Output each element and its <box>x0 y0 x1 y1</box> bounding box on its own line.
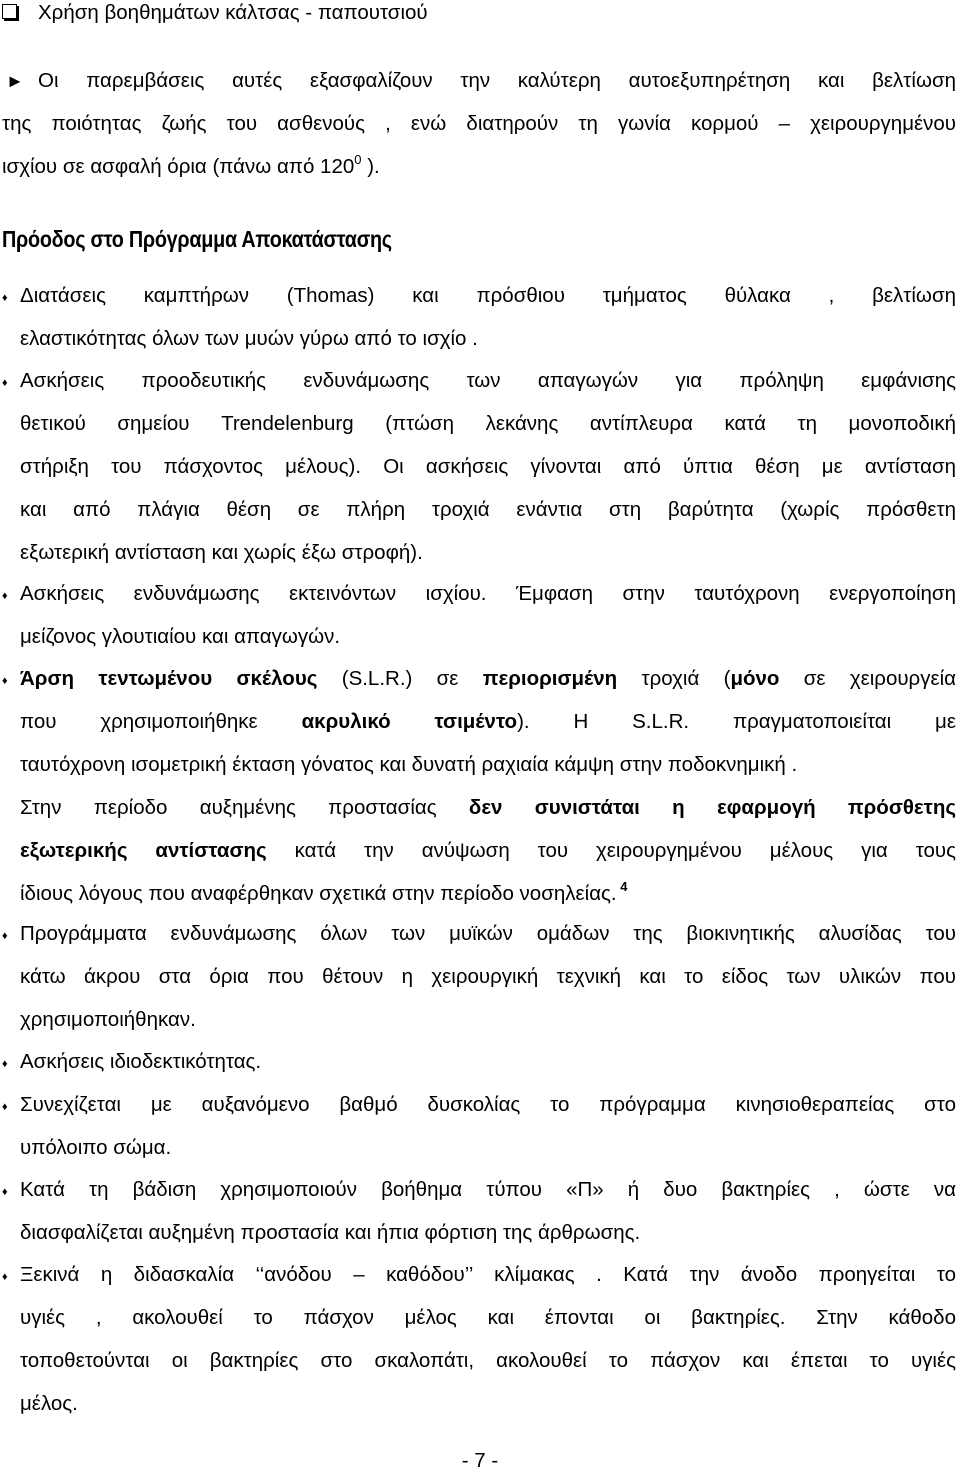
p3-line-2: μείζονος γλουτιαίου και απαγωγών. <box>20 625 341 648</box>
diamond-bullet-icon: ♦ <box>2 377 8 389</box>
p2-line-5: εξωτερική αντίσταση και χωρίς έξω στροφή). <box>20 541 423 564</box>
p2-line-3: στήριξη του πάσχοντος μέλους). Οι ασκήσεις γίνονται από ύπτια θέση με αντίσταση <box>20 455 956 478</box>
diamond-bullet-icon: ♦ <box>2 1101 8 1113</box>
p8-line-2: διασφαλίζεται αυξημένη προστασία και ήπια φόρτιση της άρθρωσης. <box>20 1221 641 1244</box>
p9-line-1: Ξεκινά η διδασκαλία ‘‘ανόδου – καθόδου’’ κλίμακας . Κατά την άνοδο προηγείται το <box>20 1263 956 1286</box>
p4-line-4: Στην περίοδο αυξημένης προστασίας δεν συνιστάται η εφαρμογή πρόσθετης <box>20 796 956 819</box>
arrow-right-icon: ► <box>6 71 24 91</box>
section-title: Χρήση βοηθημάτων κάλτσας - παπουτσιού <box>38 1 428 24</box>
intro-line-1: Οι παρεμβάσεις αυτές εξασφαλίζουν την καλύτερη αυτοεξυπηρέτηση και βελτίωση <box>38 69 956 92</box>
p9-line-4: μέλος. <box>20 1392 78 1415</box>
diamond-bullet-icon: ♦ <box>2 1271 8 1283</box>
p2-line-4: και από πλάγια θέση σε πλήρη τροχιά ενάντια στη βαρύτητα (χωρίς πρόσθετη <box>20 498 956 521</box>
p4-line-6: ίδιους λόγους που αναφέρθηκαν σχετικά στην περίοδο νοσηλείας. $^4$ <box>20 879 628 905</box>
intro-line-3: ισχίου σε ασφαλή όρια (πάνω από $120^0$ ). <box>2 152 380 178</box>
diamond-bullet-icon: ♦ <box>2 930 8 942</box>
p1-line-2: ελαστικότητας όλων των μυών γύρω από το ισχίο . <box>20 327 478 350</box>
diamond-bullet-icon: ♦ <box>2 675 8 687</box>
page-number: - 7 - <box>461 1449 499 1472</box>
p7-line-2: υπόλοιπο σώμα. <box>20 1136 172 1159</box>
p8-line-1: Κατά τη βάδιση χρησιμοποιούν βοήθημα τύπου «Π» ή δυο βακτηρίες , ώστε να <box>20 1178 956 1201</box>
p5-line-2: κάτω άκρου στα όρια που θέτουν η χειρουργική τεχνική και το είδος των υλικών που <box>20 965 956 988</box>
p6-line-1: Ασκήσεις ιδιοδεκτικότητας. <box>20 1050 262 1073</box>
p5-line-1: Προγράμματα ενδυνάμωσης όλων των μυϊκών ομάδων της βιοκινητικής αλυσίδας του <box>20 922 956 945</box>
p9-line-2: υγιές , ακολουθεί το πάσχον μέλος και έπονται οι βακτηρίες. Στην κάθοδο <box>20 1306 956 1329</box>
p4-line-3: ταυτόχρονη ισομετρική έκταση γόνατος και δυνατή ραχιαία κάμψη στην ποδοκνημική . <box>20 753 798 776</box>
p2-line-2: θετικού σημείου Trendelenburg (πτώση λεκάνης αντίπλευρα κατά τη μονοποδική <box>20 412 956 435</box>
p1-line-1: Διατάσεις καμπτήρων (Thomas) και πρόσθιου τμήματος θύλακα , βελτίωση <box>20 284 956 307</box>
diamond-bullet-icon: ♦ <box>2 590 8 602</box>
diamond-bullet-icon: ♦ <box>2 292 8 304</box>
diamond-bullet-icon: ♦ <box>2 1186 8 1198</box>
p4-line-1: Άρση τεντωμένου σκέλους (S.L.R.) σε περιορισμένη τροχιά (μόνο σε χειρουργεία <box>20 667 957 690</box>
intro-line-2: της ποιότητας ζωής του ασθενούς , ενώ διατηρούν τη γωνία κορμού – χειρουργημένου <box>2 112 956 135</box>
p5-line-3: χρησιμοποιήθηκαν. <box>20 1008 196 1031</box>
p3-line-1: Ασκήσεις ενδυνάμωσης εκτεινόντων ισχίου. Έμφαση στην ταυτόχρονη ενεργοποίηση <box>20 582 956 605</box>
p4-line-5: εξωτερικής αντίστασης κατά την ανύψωση του χειρουργημένου μέλους για τους <box>20 839 956 862</box>
p4-line-2: που χρησιμοποιήθηκε ακρυλικό τσιμέντο). Η S.L.R. πραγματοποιείται με <box>20 710 956 733</box>
section-heading: Πρόοδος στο Πρόγραμμα Αποκατάστασης <box>2 226 392 252</box>
p2-line-1: Ασκήσεις προοδευτικής ενδυνάμωσης των απαγωγών για πρόληψη εμφάνισης <box>20 369 956 392</box>
checkbox-icon <box>2 4 17 19</box>
p9-line-3: τοποθετούνται οι βακτηρίες στο σκαλοπάτι, ακολουθεί το πάσχον και έπεται το υγιές <box>20 1349 956 1372</box>
p7-line-1: Συνεχίζεται με αυξανόμενο βαθμό δυσκολίας το πρόγραμμα κινησιοθεραπείας στο <box>20 1093 956 1116</box>
diamond-bullet-icon: ♦ <box>2 1058 8 1070</box>
